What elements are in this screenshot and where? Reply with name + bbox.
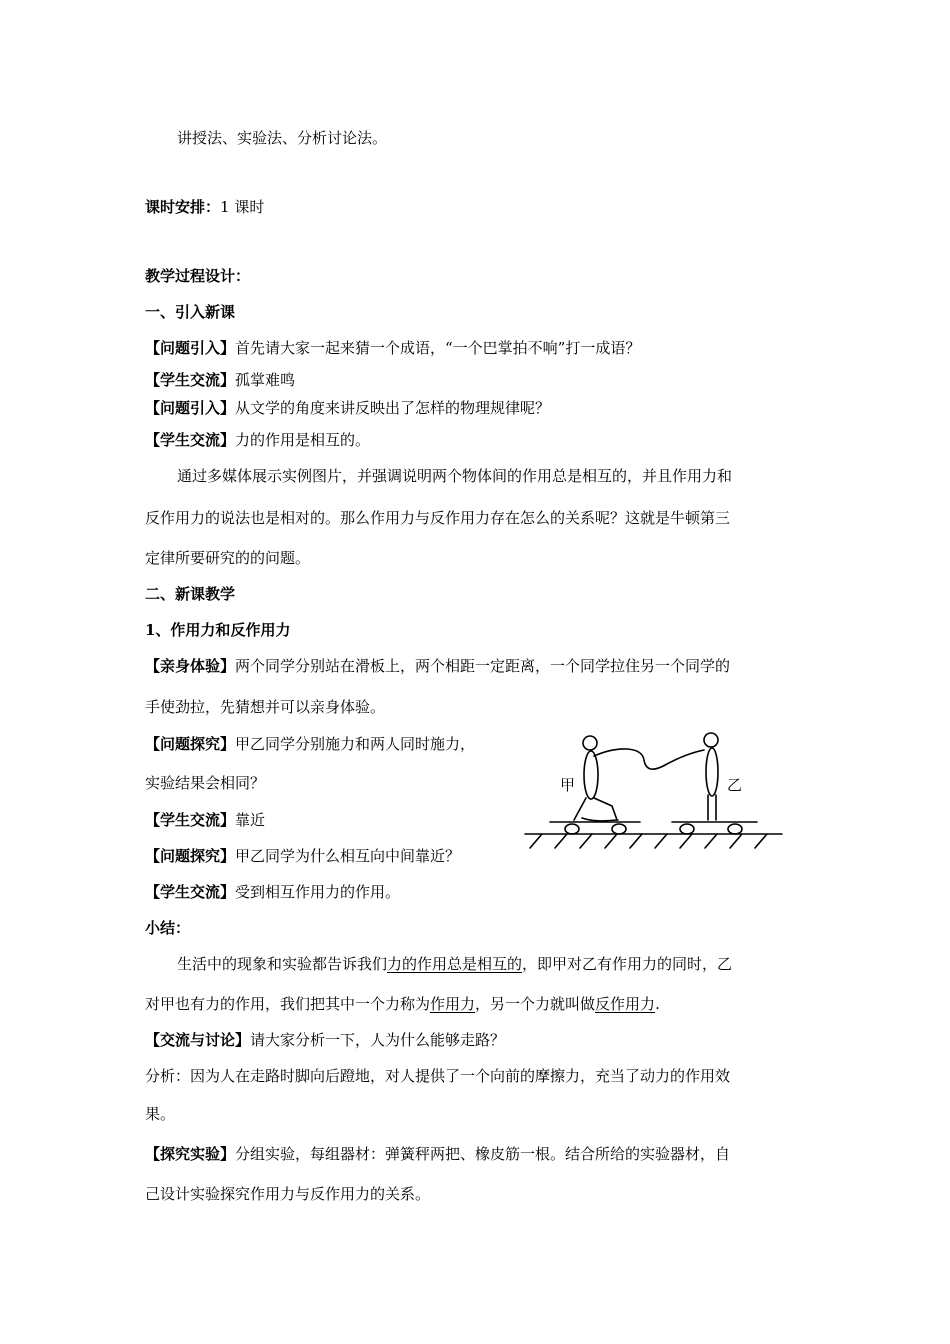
ground-hatching: [530, 834, 767, 848]
tag: 【学生交流】: [145, 883, 236, 901]
right-skateboard: [672, 822, 757, 834]
subsection-title: 1、作用力和反作用力: [145, 621, 291, 639]
tag: 【交流与讨论】: [145, 1031, 251, 1049]
text: 对甲也有力的作用，我们把其中一个力称为: [145, 995, 431, 1013]
underlined-term: 反作用力: [595, 995, 656, 1013]
text: ，另一个力就叫做: [475, 995, 596, 1013]
discussion-text: 请大家分析一下，人为什么能够走路？: [250, 1031, 506, 1049]
paragraph-line: 定律所要研究的的问题。: [145, 549, 311, 567]
analysis-line-1: 分析：因为人在走路时脚向后蹬地，对人提供了一个向前的摩擦力，充当了动力的作用效: [145, 1067, 731, 1085]
paragraph-line: 反作用力的说法也是相对的。那么作用力与反作用力存在怎么的关系呢？这就是牛顿第三: [145, 509, 731, 527]
schedule-line: [145, 197, 264, 217]
inquiry-text: 甲乙同学为什么相互向中间靠近？: [235, 847, 461, 865]
section2-title: 二、新课教学: [145, 585, 236, 603]
tag: 【学生交流】: [145, 371, 236, 389]
lab-line-2: 己设计实验探究作用力与反作用力的关系。: [145, 1185, 431, 1203]
tag: 【问题引入】: [145, 339, 236, 357]
person-jia: [574, 736, 618, 821]
tag: 【问题探究】: [145, 847, 236, 865]
question-intro-2: [145, 398, 550, 418]
answer-text: 受到相互作用力的作用。: [235, 883, 401, 901]
discussion-line: [145, 1030, 505, 1050]
question-intro-1: [145, 338, 640, 358]
answer-text: 力的作用是相互的。: [235, 431, 371, 449]
answer-text: 靠近: [235, 811, 266, 829]
tag: 【问题探究】: [145, 735, 236, 753]
label-jia: 甲: [560, 776, 576, 794]
teaching-methods: 讲授法、实验法、分析讨论法。: [177, 129, 388, 147]
section1-title: 一、引入新课: [145, 303, 236, 321]
lab-text: 分组实验，每组器材：弹簧秤两把、橡皮筋一根。结合所给的实验器材，自: [235, 1145, 731, 1163]
analysis-line-2: 果。: [145, 1105, 176, 1123]
student-exchange-1: [145, 370, 295, 390]
inquiry-1-line-2: 实验结果会相同？: [145, 774, 266, 792]
student-exchange-3: [145, 810, 265, 830]
process-title: 教学过程设计：: [145, 267, 251, 285]
question-text: 首先请大家一起来猜一个成语，“一个巴掌拍不响”打一成语？: [235, 339, 641, 357]
tag: 【学生交流】: [145, 431, 236, 449]
schedule-label: 课时安排：: [145, 198, 221, 216]
tag: 【亲身体验】: [145, 657, 236, 675]
left-skateboard: [550, 822, 640, 834]
answer-text: 孤掌难鸣: [235, 371, 296, 389]
question-text: 从文学的角度来讲反映出了怎样的物理规律呢？: [235, 399, 551, 417]
experience-line: [145, 656, 730, 676]
tag: 【探究实验】: [145, 1145, 236, 1163]
summary-line-2: [145, 994, 660, 1014]
schedule-value: 1 课时: [220, 198, 265, 216]
person-yi: [704, 733, 718, 820]
tag: 【问题引入】: [145, 399, 236, 417]
experience-line-2: 手使劲拉，先猜想并可以亲身体验。: [145, 698, 386, 716]
skateboard-figure: [522, 728, 787, 853]
experience-text: 两个同学分别站在滑板上，两个相距一定距离，一个同学拉住另一个同学的: [235, 657, 731, 675]
pull-arms: [594, 749, 704, 769]
underlined-term: 作用力: [430, 995, 476, 1013]
underlined-term: 力的作用总是相互的: [387, 955, 523, 973]
paragraph-line: 通过多媒体展示实例图片，并强调说明两个物体间的作用总是相互的，并且作用力和: [177, 467, 733, 485]
inquiry-1: [145, 734, 475, 754]
inquiry-text: 甲乙同学分别施力和两人同时施力，: [235, 735, 476, 753]
lab-line: [145, 1144, 730, 1164]
text: .: [655, 995, 660, 1013]
summary-title: 小结：: [145, 919, 191, 937]
student-exchange-4: [145, 882, 400, 902]
text: ，即甲对乙有作用力的同时，乙: [522, 955, 733, 973]
student-exchange-2: [145, 430, 370, 450]
tag: 【学生交流】: [145, 811, 236, 829]
label-yi: 乙: [727, 776, 743, 794]
text: 生活中的现象和实验都告诉我们: [177, 955, 388, 973]
summary-line-1: [177, 954, 732, 974]
inquiry-2: [145, 846, 460, 866]
